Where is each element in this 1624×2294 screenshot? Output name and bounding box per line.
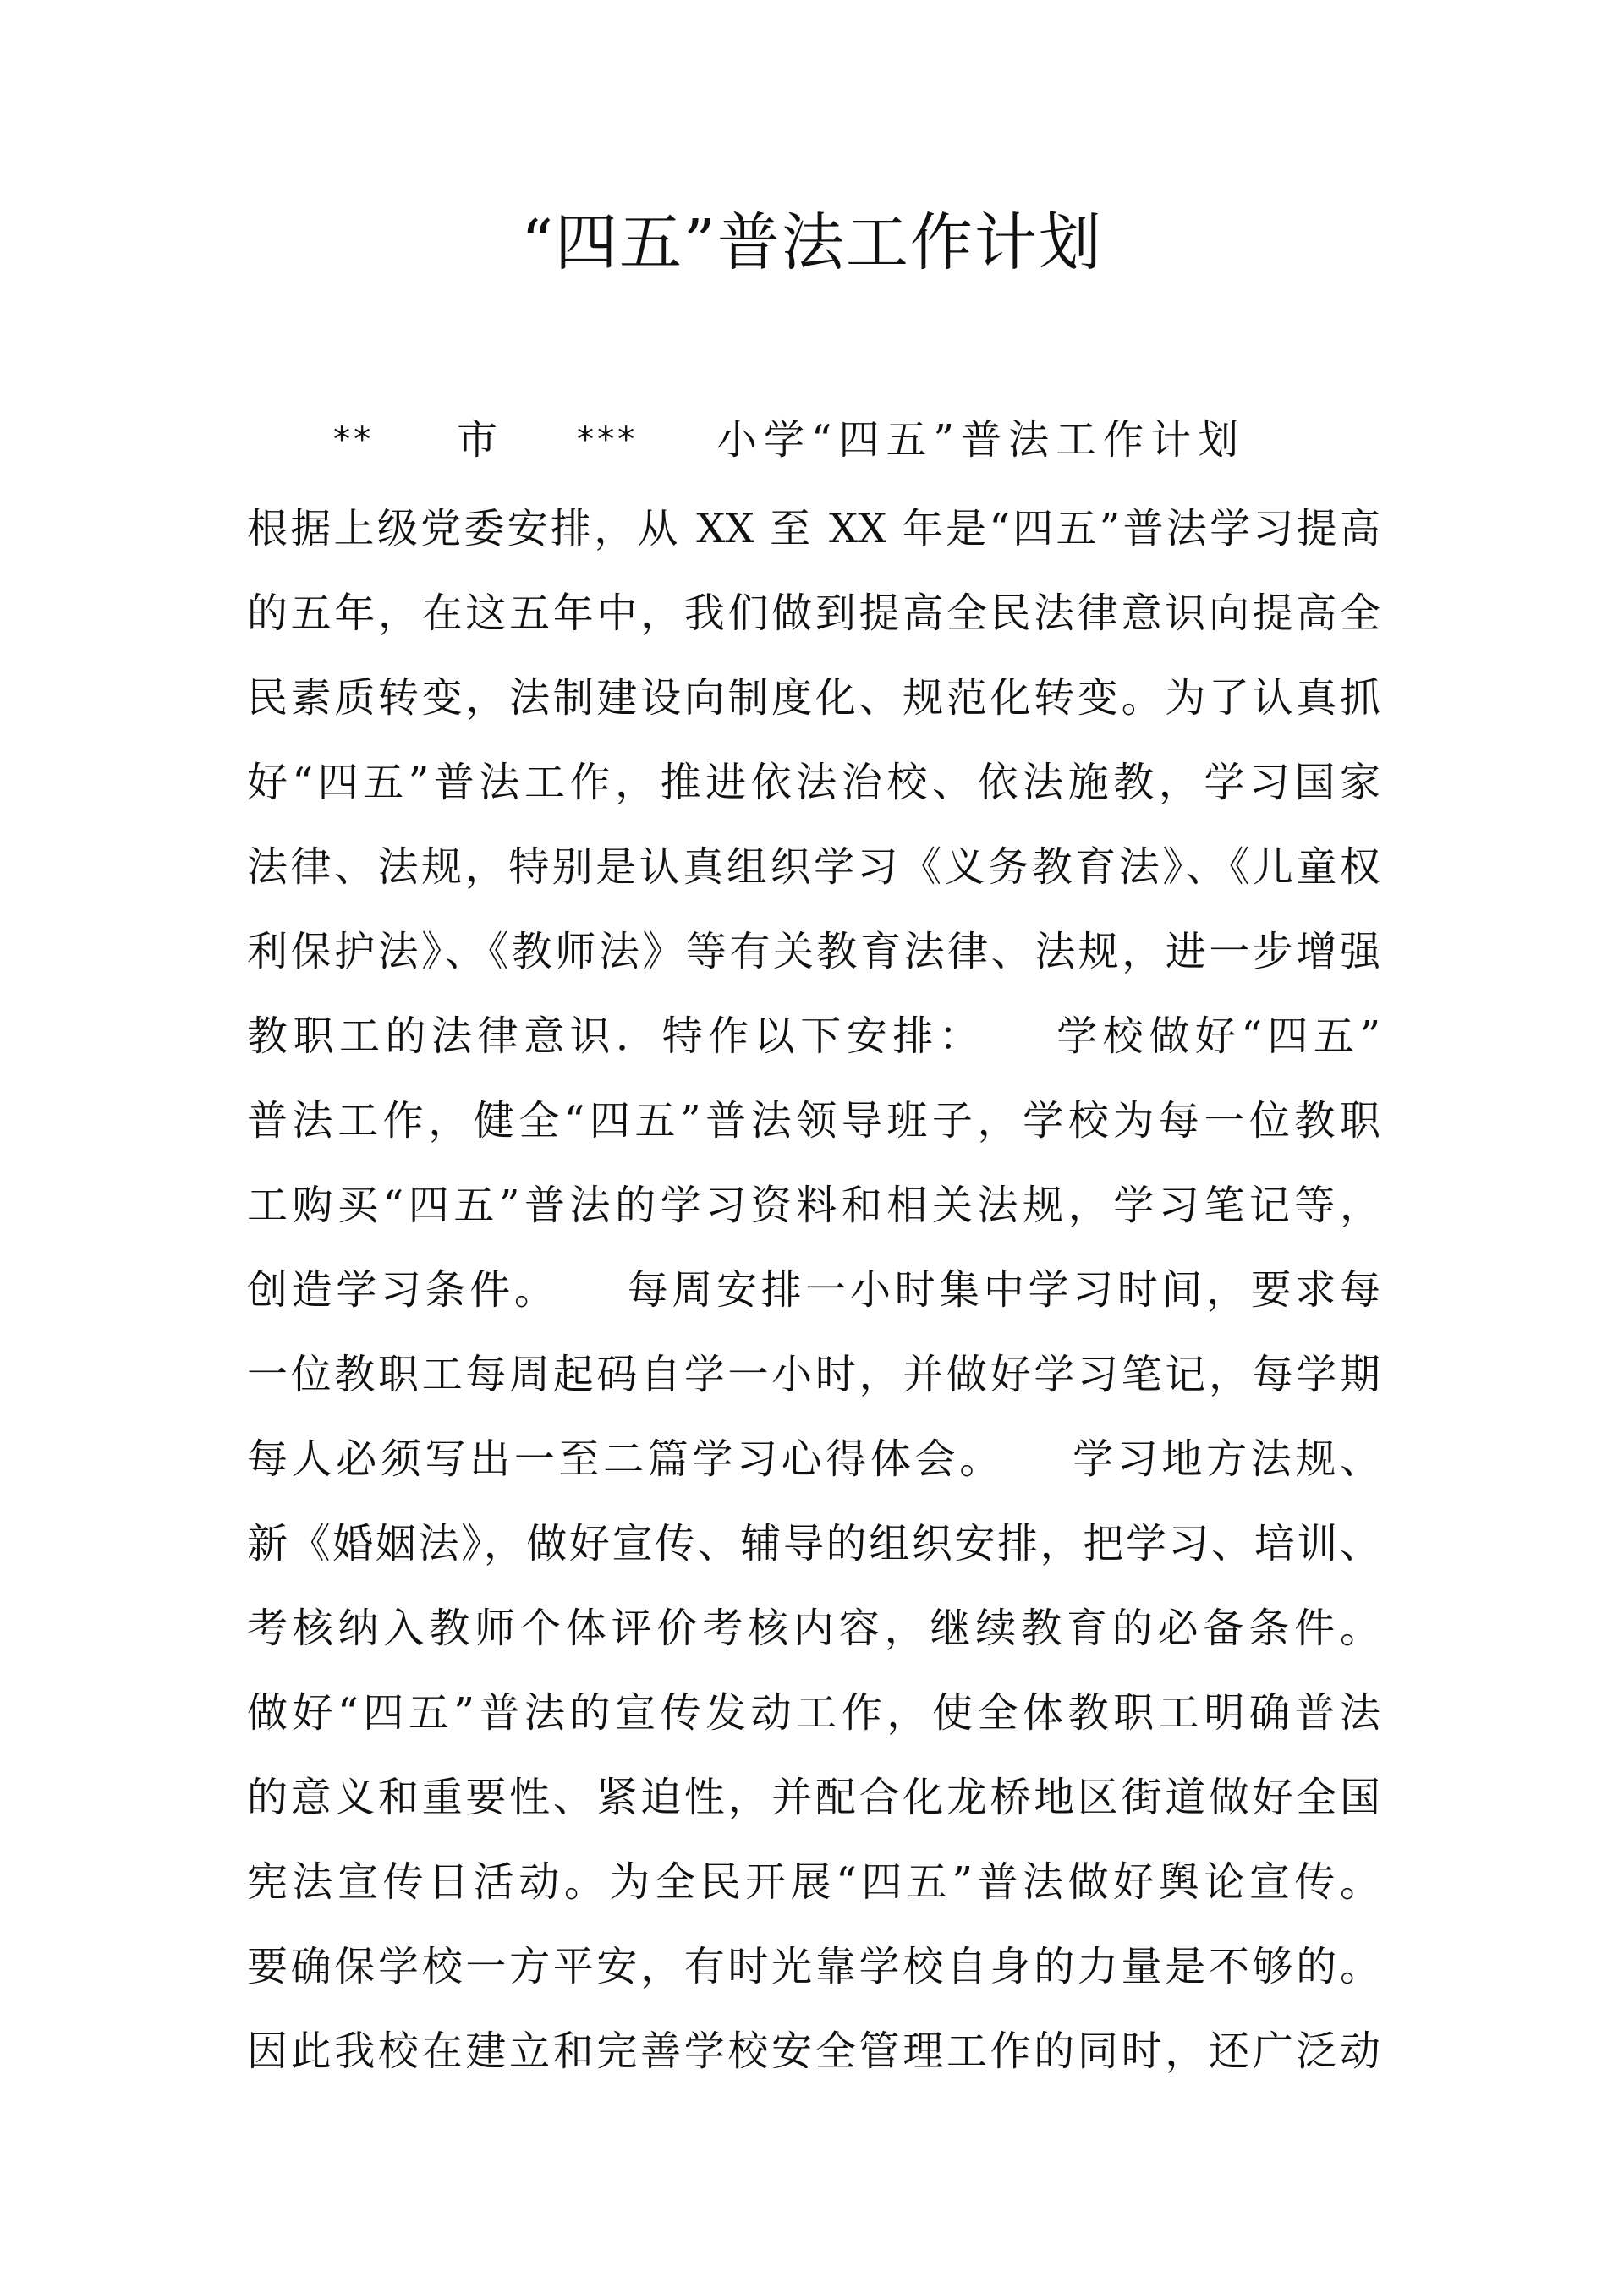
body-text-line: 的五年，在这五年中，我们做到提高全民法律意识向提高全 bbox=[247, 590, 1380, 637]
subtitle-city-mask: ** bbox=[332, 420, 373, 459]
body-text-line: 创造学习条件。 每周安排一小时集中学习时间，要求每 bbox=[247, 1266, 1380, 1314]
body-text-line: 新《婚姻法》，做好宣传、辅导的组织安排，把学习、培训、 bbox=[247, 1520, 1380, 1567]
subtitle-plan-name: 小学“四五”普法工作计划 bbox=[716, 416, 1246, 464]
body-text-line: 考核纳入教师个体评价考核内容，继续教育的必备条件。 bbox=[247, 1605, 1380, 1652]
body-text-line: 普法工作，健全“四五”普法领导班子，学校为每一位教职 bbox=[247, 1097, 1380, 1144]
subtitle-school-mask: *** bbox=[575, 420, 637, 459]
document-subtitle bbox=[332, 402, 1397, 478]
body-text-line: 宪法宣传日活动。为全民开展“四五”普法做好舆论宣传。 bbox=[247, 1858, 1380, 1906]
body-text-line: 法律、法规，特别是认真组织学习《义务教育法》、《儿童权 bbox=[247, 843, 1380, 891]
subtitle-city-label: 市 bbox=[457, 416, 498, 464]
document-title: “四五”普法工作计划 bbox=[521, 206, 1103, 279]
body-text-line: 因此我校在建立和完善学校安全管理工作的同时，还广泛动 bbox=[247, 2028, 1380, 2075]
body-text-line: 利保护法》、《教师法》等有关教育法律、法规，进一步增强 bbox=[247, 928, 1380, 975]
body-text-line: 要确保学校一方平安，有时光靠学校自身的力量是不够的。 bbox=[247, 1943, 1380, 1990]
body-text-line: 教职工的法律意识．特作以下安排： 学校做好“四五” bbox=[247, 1013, 1380, 1060]
body-text-line: 一位教职工每周起码自学一小时，并做好学习笔记，每学期 bbox=[247, 1351, 1380, 1398]
body-text-line: 做好“四五”普法的宣传发动工作，使全体教职工明确普法 bbox=[247, 1689, 1380, 1737]
body-text-line: 每人必须写出一至二篇学习心得体会。 学习地方法规、 bbox=[247, 1435, 1380, 1483]
body-text-line: 好“四五”普法工作，推进依法治校、依法施教，学习国家 bbox=[247, 759, 1380, 806]
body-text-line: 的意义和重要性、紧迫性，并配合化龙桥地区街道做好全国 bbox=[247, 1774, 1380, 1821]
body-text-line: 工购买“四五”普法的学习资料和相关法规，学习笔记等， bbox=[247, 1182, 1380, 1229]
body-text-line: 民素质转变，法制建设向制度化、规范化转变。为了认真抓 bbox=[247, 674, 1380, 722]
body-text-line: 根据上级党委安排，从 XX 至 XX 年是“四五”普法学习提高 bbox=[247, 505, 1380, 552]
